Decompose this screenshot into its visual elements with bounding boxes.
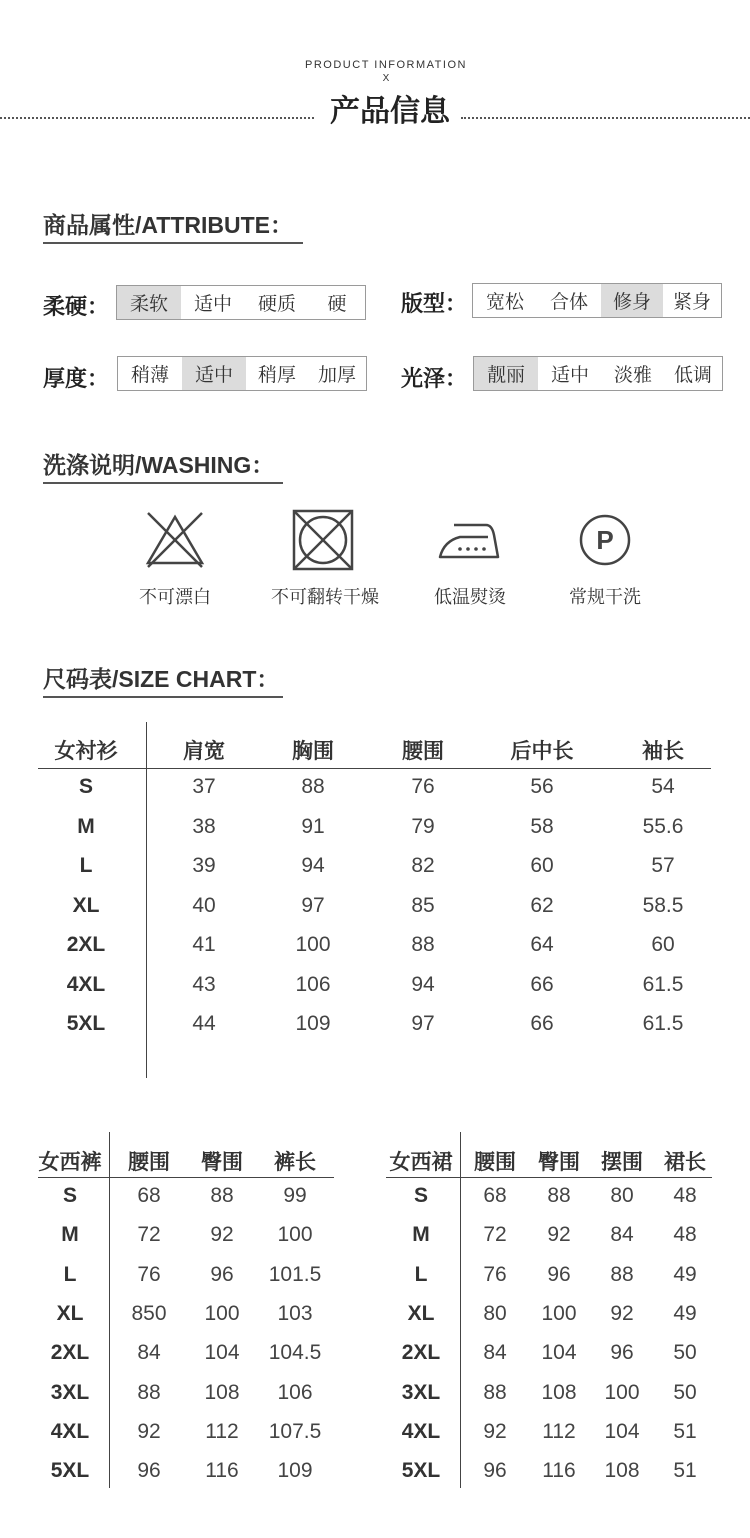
skirt-cell: 92 [547, 1223, 571, 1247]
attr-option-thickness-1: 适中 [182, 357, 246, 390]
shirt-cell: 97 [411, 1012, 435, 1035]
skirt-cell: 88 [547, 1184, 571, 1207]
skirt-size-label: L [414, 1262, 428, 1286]
attr-label-thickness: 厚度： [43, 366, 110, 391]
shirt-cell: 66 [530, 1012, 554, 1035]
attr-option-softness-2: 硬质 [257, 294, 296, 315]
pants-size-label: 5XL [50, 1459, 90, 1483]
attr-option-fit-1: 合体 [549, 292, 588, 313]
pants-size-label: S [62, 1184, 77, 1207]
pants-header-3: 裤长 [274, 1151, 316, 1174]
pants-cell: 103 [277, 1301, 313, 1325]
attr-option-gloss-2: 淡雅 [613, 365, 652, 386]
subtitle-english: PRODUCT INFORMATION [305, 59, 467, 71]
skirt-cell: 49 [673, 1301, 697, 1325]
attr-option-thickness-3: 加厚 [317, 365, 356, 386]
skirt-cell: 92 [483, 1419, 507, 1443]
dry-clean-p-glyph: P [596, 525, 614, 555]
skirt-cell: 72 [483, 1223, 507, 1247]
skirt-size-label: 3XL [401, 1380, 441, 1404]
skirt-cell: 51 [673, 1419, 697, 1443]
skirt-cell: 84 [610, 1223, 634, 1247]
shirt-size-label: XL [72, 893, 100, 917]
skirt-size-label: XL [407, 1301, 435, 1325]
shirt-cell: 43 [192, 972, 216, 996]
shirt-cell: 66 [530, 972, 554, 996]
attr-label-fit: 版型： [401, 291, 468, 316]
attr-option-gloss-1: 适中 [550, 365, 589, 386]
shirt-cell: 61.5 [642, 1012, 684, 1035]
skirt-cell: 116 [542, 1459, 576, 1483]
attr-option-thickness-0: 稍薄 [130, 365, 169, 386]
pants-size-label: M [61, 1223, 79, 1247]
shirt-header-3: 腰围 [402, 740, 444, 763]
wash-label-no-bleach: 不可漂白 [139, 587, 211, 607]
shirt-cell: 79 [411, 814, 435, 838]
page-title: 产品信息 [330, 95, 450, 128]
pants-cell: 106 [277, 1380, 313, 1404]
attr-option-gloss-0: 靓丽 [474, 357, 538, 390]
skirt-cell: 80 [610, 1184, 634, 1207]
pants-cell: 92 [210, 1223, 234, 1247]
shirt-header-0: 女衬衫 [54, 740, 118, 763]
shirt-size-label: 4XL [66, 972, 106, 996]
pants-cell: 107.5 [268, 1419, 322, 1443]
skirt-cell: 76 [483, 1262, 507, 1286]
pants-header-0: 女西裤 [38, 1151, 102, 1174]
pants-cell: 92 [137, 1419, 161, 1443]
skirt-size-label: 2XL [401, 1341, 441, 1365]
shirt-cell: 37 [192, 775, 216, 798]
wash-label-low-temp-iron: 低温熨烫 [434, 587, 506, 607]
skirt-cell: 108 [604, 1459, 640, 1483]
pants-cell: 112 [205, 1419, 239, 1443]
skirt-cell: 48 [673, 1184, 697, 1207]
pants-size-label: L [63, 1262, 77, 1286]
skirt-size-label: 4XL [401, 1419, 441, 1443]
pants-size-label: XL [56, 1301, 84, 1325]
skirt-header-1: 腰围 [474, 1151, 516, 1174]
skirt-header-3: 摆围 [601, 1151, 643, 1174]
skirt-cell: 50 [673, 1341, 697, 1365]
shirt-cell: 58 [530, 814, 554, 838]
shirt-cell: 91 [301, 814, 325, 838]
skirt-table-hline [386, 1177, 712, 1178]
skirt-size-label: 5XL [401, 1459, 441, 1483]
skirt-cell: 100 [604, 1380, 640, 1404]
shirt-header-2: 胸围 [292, 740, 334, 763]
shirt-cell: 56 [530, 775, 554, 798]
pants-size-label: 4XL [50, 1419, 90, 1443]
pants-cell: 96 [137, 1459, 161, 1483]
shirt-cell: 76 [411, 775, 435, 798]
pants-cell: 100 [204, 1301, 240, 1325]
skirt-size-label: M [412, 1223, 430, 1247]
shirt-header-1: 肩宽 [183, 740, 225, 763]
pants-header-2: 臀围 [201, 1151, 243, 1174]
shirt-size-label: 5XL [66, 1012, 106, 1035]
shirt-cell: 54 [651, 775, 675, 798]
skirt-cell: 96 [610, 1341, 634, 1365]
pants-cell: 104 [204, 1341, 240, 1365]
shirt-size-label: 2XL [66, 933, 106, 956]
shirt-size-label: L [79, 854, 93, 877]
skirt-cell: 48 [673, 1223, 697, 1247]
pants-cell: 84 [137, 1341, 161, 1365]
attr-option-gloss-3: 低调 [673, 365, 712, 386]
pants-cell: 88 [210, 1184, 234, 1207]
shirt-cell: 94 [411, 972, 435, 996]
skirt-cell: 112 [542, 1419, 576, 1443]
skirt-cell: 100 [541, 1301, 577, 1325]
shirt-cell: 58.5 [642, 893, 684, 917]
attr-option-softness-3: 硬 [327, 294, 347, 315]
shirt-cell: 85 [411, 893, 435, 917]
attr-option-fit-2: 修身 [601, 284, 663, 317]
shirt-cell: 61.5 [642, 972, 684, 996]
shirt-size-label: S [78, 775, 93, 798]
pants-cell: 88 [137, 1380, 161, 1404]
skirt-size-label: S [413, 1184, 428, 1207]
skirt-cell: 80 [483, 1301, 507, 1325]
shirt-cell: 44 [192, 1012, 216, 1035]
skirt-cell: 96 [547, 1262, 571, 1286]
shirt-cell: 41 [192, 933, 216, 956]
pants-size-label: 3XL [50, 1380, 90, 1404]
skirt-cell: 50 [673, 1380, 697, 1404]
attributes-section-title: 商品属性/ATTRIBUTE： [43, 212, 294, 238]
shirt-cell: 55.6 [642, 814, 684, 838]
pants-cell: 99 [283, 1184, 307, 1207]
skirt-header-2: 臀围 [538, 1151, 580, 1174]
shirt-cell: 57 [651, 854, 675, 877]
attr-label-gloss: 光泽： [401, 366, 468, 391]
pants-cell: 68 [137, 1184, 161, 1207]
shirt-size-label: M [77, 814, 95, 838]
washing-section-title: 洗涤说明/WASHING： [43, 452, 275, 478]
attr-label-softness: 柔硬： [43, 294, 110, 319]
shirt-cell: 39 [192, 854, 216, 877]
wash-label-no-tumble-dry: 不可翻转干燥 [271, 587, 379, 607]
shirt-cell: 88 [301, 775, 325, 798]
pants-cell: 850 [131, 1301, 167, 1325]
skirt-cell: 49 [673, 1262, 697, 1286]
shirt-cell: 97 [301, 893, 325, 917]
shirt-cell: 100 [295, 933, 331, 956]
shirt-cell: 64 [530, 933, 554, 956]
skirt-header-0: 女西裙 [389, 1151, 453, 1174]
pants-cell: 96 [210, 1262, 234, 1286]
attr-option-softness-1: 适中 [193, 294, 232, 315]
size-section-title: 尺码表/SIZE CHART： [43, 666, 280, 692]
wash-label-dry-clean: 常规干洗 [569, 587, 641, 607]
pants-header-1: 腰围 [128, 1151, 170, 1174]
skirt-cell: 51 [673, 1459, 697, 1483]
skirt-header-4: 裙长 [664, 1151, 706, 1174]
pants-cell: 101.5 [268, 1262, 322, 1286]
pants-cell: 109 [277, 1459, 313, 1483]
pants-cell: 104.5 [268, 1341, 322, 1365]
shirt-cell: 60 [651, 933, 675, 956]
attr-option-softness-0: 柔软 [117, 286, 181, 319]
shirt-cell: 94 [301, 854, 325, 877]
attr-option-fit-0: 宽松 [485, 292, 524, 313]
shirt-cell: 38 [192, 814, 216, 838]
skirt-cell: 92 [610, 1301, 634, 1325]
pants-size-label: 2XL [50, 1341, 90, 1365]
pants-cell: 76 [137, 1262, 161, 1286]
subtitle-x: X [382, 73, 390, 84]
skirt-cell: 104 [541, 1341, 577, 1365]
skirt-cell: 96 [483, 1459, 507, 1483]
skirt-cell: 88 [483, 1380, 507, 1404]
shirt-cell: 109 [295, 1012, 331, 1035]
shirt-header-5: 袖长 [642, 740, 684, 763]
attr-option-thickness-2: 稍厚 [257, 365, 296, 386]
pants-cell: 116 [205, 1459, 239, 1483]
skirt-cell: 104 [604, 1419, 640, 1443]
shirt-cell: 60 [530, 854, 554, 877]
skirt-cell: 108 [541, 1380, 577, 1404]
pants-cell: 72 [137, 1223, 161, 1247]
shirt-cell: 62 [530, 893, 554, 917]
shirt-header-4: 后中长 [510, 740, 574, 763]
shirt-cell: 82 [411, 854, 435, 877]
attr-option-fit-3: 紧身 [672, 292, 711, 313]
pants-cell: 108 [204, 1380, 240, 1404]
shirt-cell: 40 [192, 893, 216, 917]
skirt-cell: 68 [483, 1184, 507, 1207]
shirt-cell: 88 [411, 933, 435, 956]
shirt-cell: 106 [295, 972, 331, 996]
pants-cell: 100 [277, 1223, 313, 1247]
skirt-cell: 84 [483, 1341, 507, 1365]
skirt-cell: 88 [610, 1262, 634, 1286]
